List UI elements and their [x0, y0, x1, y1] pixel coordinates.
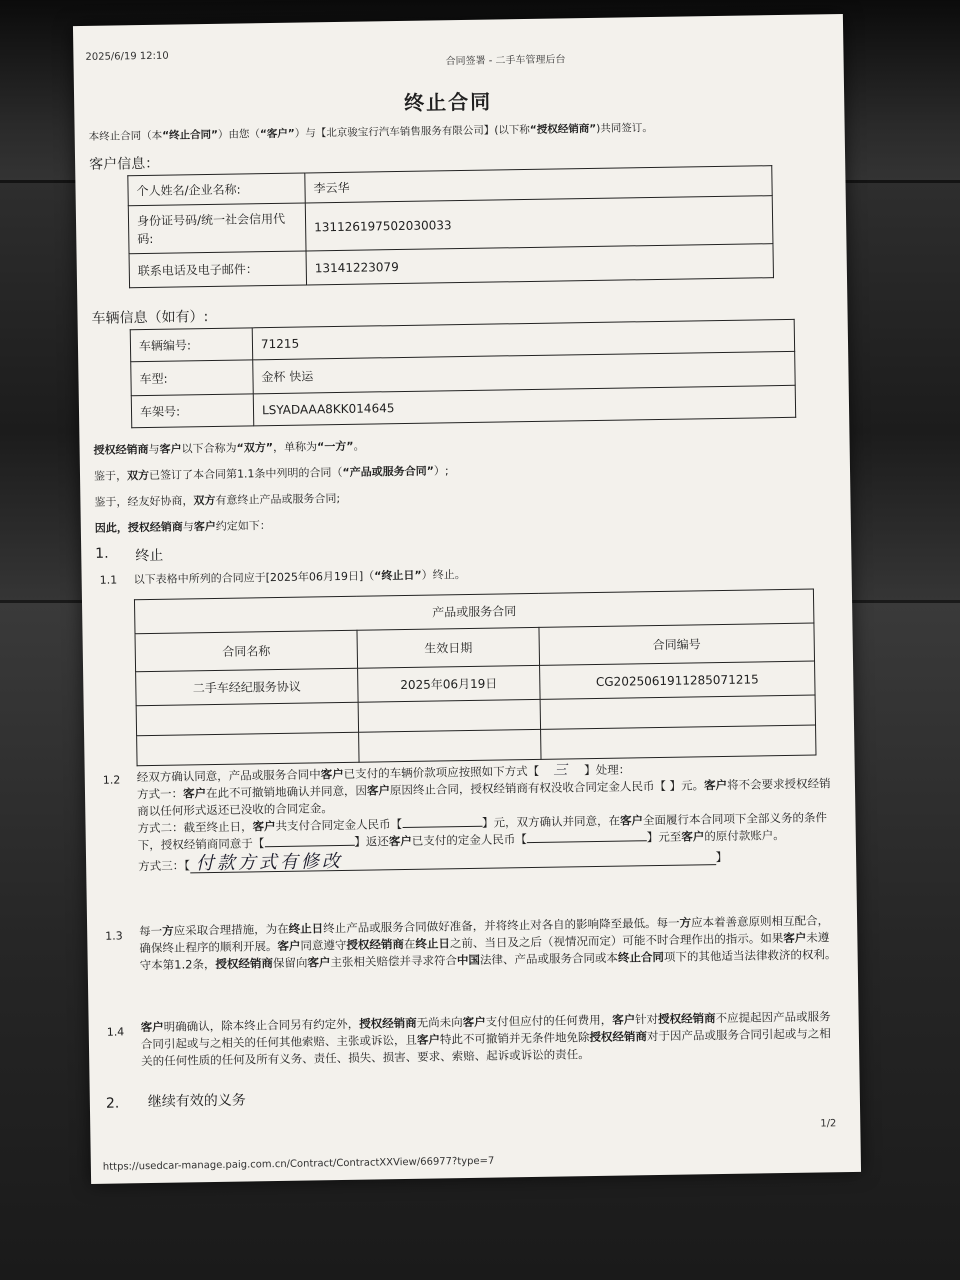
table-caption: 产品或服务合同: [134, 589, 813, 634]
customer-table: [127, 165, 774, 288]
empty-cell: [137, 732, 359, 765]
handwritten-note: 付款方式有修改: [190, 847, 716, 873]
recital-therefore: 因此，授权经销商与客户约定如下：: [94, 519, 271, 535]
print-page-title: 合同签署 - 二手车管理后台: [445, 54, 566, 68]
vehicle-model: 金杯 快运: [253, 351, 795, 394]
document-title: 终止合同: [404, 89, 493, 115]
vehicle-heading: 车辆信息（如有）:: [91, 309, 209, 327]
clause-1-2-intro: 经双方确认同意，产品或服务合同中客户已支付的车辆价款项应按照如下方式【 三 】处理：: [136, 762, 631, 785]
section-1-number: 1.: [95, 545, 109, 562]
column-header: 合同编号: [539, 623, 815, 665]
vehicle-label: 车型:: [131, 360, 254, 396]
empty-cell: [541, 725, 816, 759]
customer-phone: 13141223079: [306, 244, 773, 285]
customer-label: 个人姓名/企业名称:: [128, 173, 305, 206]
customer-label: 身份证号码/统一社会信用代码:: [128, 203, 306, 254]
clause-1-1-text: 以下表格中所列的合同应于[2025年06月19日]（“终止日”）终止。: [133, 568, 466, 587]
customer-id-number: 131126197502030033: [305, 196, 773, 251]
section-1-title: 终止: [135, 547, 164, 565]
empty-cell: [540, 695, 815, 729]
vehicle-label: 车辆编号:: [130, 328, 252, 362]
method-one: 方式一：客户在此不可撤销地确认并同意，因客户原因终止合同，授权经销商有权没收合同定金人民币【 】元。客户将不会要求授权经销商以任何形式返还已没收的合同定金。: [136, 776, 831, 819]
section-2-title: 继续有效的义务: [147, 1092, 246, 1111]
page-number: 1/2: [820, 1118, 837, 1130]
method-three: 方式三：【 付款方式有修改 】: [138, 845, 838, 875]
customer-heading: 客户信息：: [89, 155, 160, 173]
recital-parties: 授权经销商与客户以下合称为“双方”，单称为“一方”。: [93, 439, 365, 457]
customer-label: 联系电话及电子邮件：: [129, 251, 307, 288]
column-header: 合同名称: [135, 630, 358, 671]
print-datetime: 2025/6/19 12:10: [85, 50, 169, 63]
vehicle-number: 71215: [252, 319, 794, 360]
vehicle-table: [130, 319, 796, 428]
vehicle-label: 车架号:: [131, 394, 253, 428]
contract-list-table: [134, 589, 817, 767]
contract-name: 二手车经纪服务协议: [136, 668, 359, 705]
column-header: 生效日期: [357, 627, 540, 668]
blank-field: [264, 845, 354, 847]
empty-cell: [359, 729, 541, 762]
clause-1-2-text: [137, 758, 839, 875]
method-two: 方式二：截至终止日，客户共支付合同定金人民币【 】元，双方确认并同意，在客户全面履行本合同项下全部义务的条件下，授权经销商同意于【 】返还客户已支付的定金人民币【 】元至客户的原付款账户。: [137, 810, 828, 853]
empty-cell: [358, 699, 540, 732]
clause-1-1-number: 1.1: [99, 573, 118, 587]
clause-1-4-number: 1.4: [106, 1025, 125, 1039]
print-url: https://usedcar-manage.paig.com.cn/Contract/ContractXXView/66977?type=7: [102, 1155, 495, 1173]
recital-whereas-1: 鉴于，双方已签订了本合同第1.1条中列明的合同（“产品或服务合同”）;: [93, 464, 449, 483]
clause-1-2-number: 1.2: [102, 773, 121, 787]
clause-1-4-text: 客户明确确认，除本终止合同另有约定外，授权经销商无尚未向客户支付但应付的任何费用，客户针对授权经销商不应提起因产品或服务合同引起或与之相关的任何其他索赔、主张或诉讼，且客户特此不可撤销并无条件地免除授权经销商对于因产品或服务合同引起或与之相关的任何性质的任何及所有义务、责任、损失、损害、要求、索赔、起诉或诉讼的责任。: [140, 1009, 831, 1069]
blank-field: [527, 840, 647, 843]
vehicle-vin: LSYADAAA8KK014645: [253, 385, 795, 426]
contract-effective-date: 2025年06月19日: [358, 665, 541, 702]
empty-cell: [136, 702, 358, 735]
customer-name: 李云华: [305, 166, 772, 203]
clause-1-3-text: 每一方应采取合理措施，为在终止日终止产品或服务合同做好准备，并将终止对各自的影响降至最低。每一方应本着善意原则相互配合，确保终止程序的顺利开展。客户同意遵守授权经销商在终止日之前、当日及之后（视情况而定）可能不时合理作出的指示。如果客户未遵守本第1.2条，授权经销商保留向客户主张相关赔偿并寻求符合中国法律、产品或服务合同或本终止合同项下的其他适当法律救济的权利。: [139, 913, 837, 973]
contract-page: [73, 14, 861, 1184]
handwritten-choice: 三: [553, 762, 571, 779]
clause-1-3-number: 1.3: [105, 929, 123, 943]
recital-whereas-2: 鉴于，经友好协商，双方有意终止产品或服务合同;: [94, 491, 341, 509]
blank-field: [402, 826, 482, 828]
contract-number: CG2025061911285071215: [540, 661, 816, 699]
section-2-number: 2.: [105, 1095, 120, 1112]
intro-paragraph: 本终止合同（本“终止合同”）由您（“客户”）与【北京骏宝行汽车销售服务有限公司】(以下称“授权经销商”)共同签订。: [88, 122, 653, 143]
